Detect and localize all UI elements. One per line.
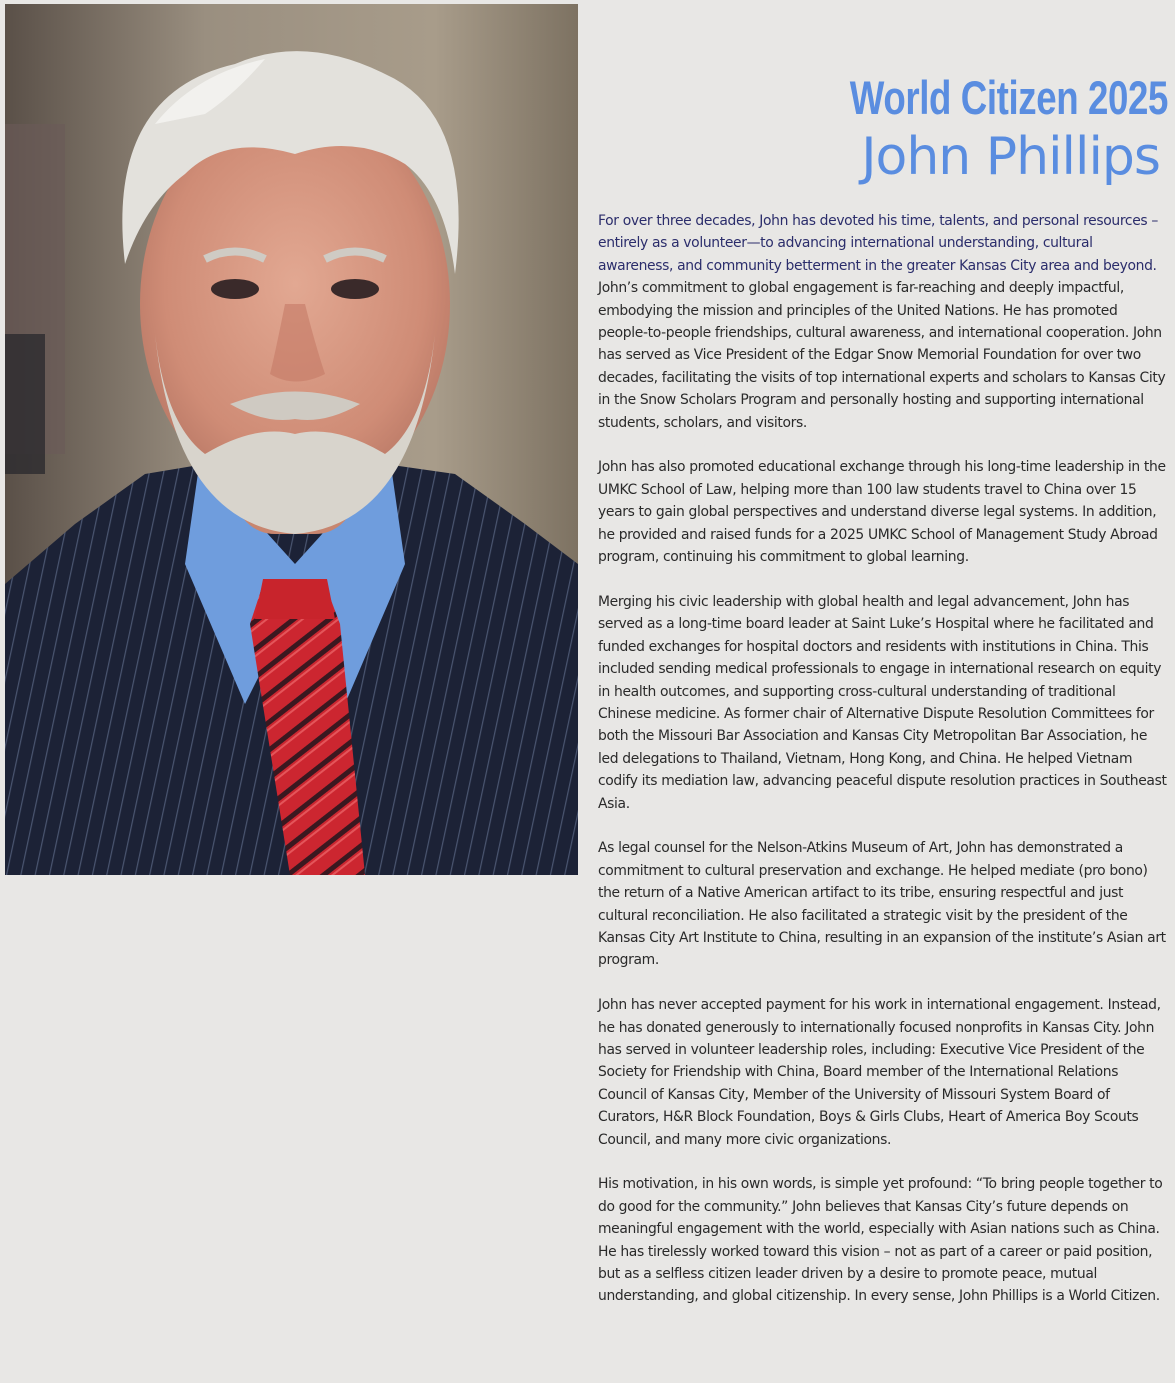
bio-lead-sentence: For over three decades, John has devoted his time, talents, and personal resources – entirely as a volunteer—to advancing international understanding, cultural awareness, and community betterment in the greater Kansas City area and beyond. [598, 213, 1158, 274]
page-header [760, 70, 1168, 188]
bio-paragraph-1-rest: John’s commitment to global engagement is far-reaching and deeply impactful, embodying the mission and principles of the United Nations. He has promoted people-to-people friendships, cultural awareness, and international cooperation. John has served as Vice President of the Edgar Snow Memorial Foundation for over two decades, facilitating the visits of top international experts and scholars to Kansas City in the Snow Scholars Program and personally hosting and supporting international students, scholars, and visitors. [598, 280, 1166, 431]
left-eye [211, 279, 259, 299]
honoree-name: John Phillips [861, 127, 1160, 187]
bio-paragraph-5: John has never accepted payment for his work in international engagement. Instead, he has donated generously to internationally focused nonprofits in Kansas City. John has served in volunteer leadership roles, including: Executive Vice President of the Society for Friendship with China, Board member of the International Relations Council of Kansas City, Member of the University of Missouri System Board of Curators, H&R Block Foundation, Boys & Girls Clubs, Heart of America Boy Scouts Council, and many more civic organizations. [598, 997, 1161, 1148]
bio-paragraph-1 [598, 210, 1168, 434]
bio-paragraph-6: His motivation, in his own words, is simple yet profound: “To bring people together to do good for the community.” John believes that Kansas City’s future depends on meaningful engagement with the world, especially with Asian nations such as China. He has tirelessly worked toward this vision – not as part of a career or paid position, but as a selfless citizen leader driven by a desire to promote peace, mutual understanding, and global citizenship. In every sense, John Phillips is a World Citizen. [598, 1176, 1163, 1305]
portrait-illustration [5, 4, 578, 875]
background-figure-dark [5, 334, 45, 474]
biography [598, 210, 1168, 1330]
bio-paragraph-4: As legal counsel for the Nelson-Atkins Museum of Art, John has demonstrated a commitment to cultural preservation and exchange. He helped mediate (pro bono) the return of a Native American artifact to its tribe, ensuring respectful and just cultural reconciliation. He also facilitated a strategic visit by the president of the Kansas City Art Institute to China, resulting in an expansion of the institute’s Asian art program. [598, 840, 1166, 969]
bio-paragraph-2: John has also promoted educational exchange through his long-time leadership in the UMKC School of Law, helping more than 100 law students travel to China over 15 years to gain global perspectives and understand diverse legal systems. In addition, he provided and raised funds for a 2025 UMKC School of Management Study Abroad program, continuing his commitment to global learning. [598, 459, 1166, 566]
bio-paragraph-3: Merging his civic leadership with global health and legal advancement, John has served as a long-time board leader at Saint Luke’s Hospital where he facilitated and funded exchanges for hospital doctors and residents with institutions in China. This included sending medical professionals to engage in international research on equity in health outcomes, and supporting cross-cultural understanding of traditional Chinese medicine. As former chair of Alternative Dispute Resolution Committees for both the Missouri Bar Association and Kansas City Metropolitan Bar Association, he led delegations to Thailand, Vietnam, Hong Kong, and China. He helped Vietnam codify its mediation law, advancing peaceful dispute resolution practices in Southeast Asia. [598, 593, 1167, 812]
tie-knot [255, 579, 335, 619]
award-title: World Citizen 2025 [849, 71, 1168, 124]
right-eye [331, 279, 379, 299]
portrait-photo [5, 4, 578, 875]
